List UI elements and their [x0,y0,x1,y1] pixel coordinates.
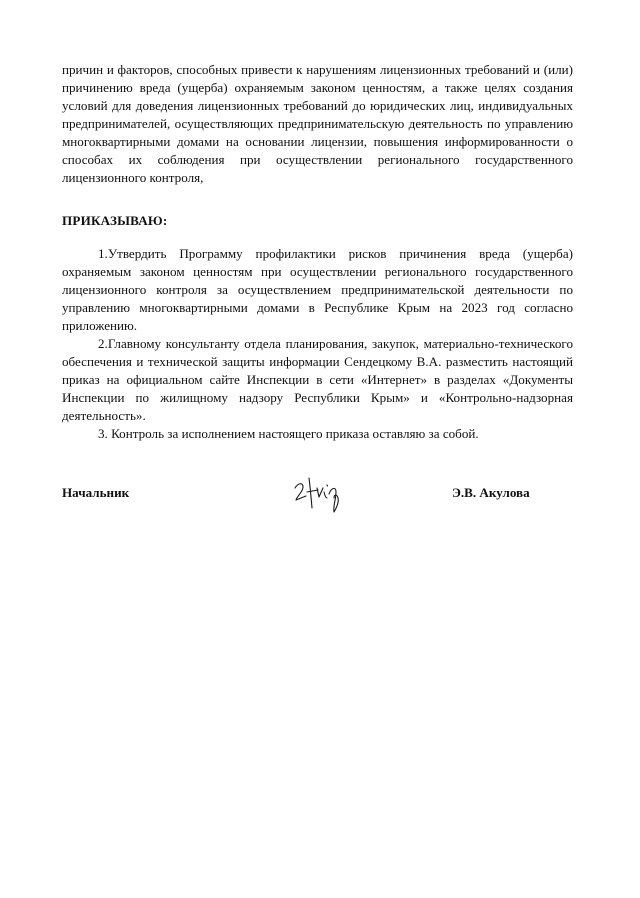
signer-name: Э.В. Акулова [452,485,530,500]
order-heading: ПРИКАЗЫВАЮ: [62,213,168,228]
order-item-2: 2.Главному консультанту отдела планирования, закупок, материально-технического обеспечения и технической защиты информации Сендецкому В.А. разместить настоящий приказ на официальном сайте Инспекции в сети «Интернет» в разделах «Документы Инспекции по жилищному надзору Республики Крым» и «Контрольно-надзорная деятельность». [62,336,573,423]
order-item-3: 3. Контроль за исполнением настоящего приказа оставляю за собой. [98,426,479,441]
order-item-1: 1.Утвердить Программу профилактики рисков причинения вреда (ущерба) охраняемым законом ценностям при осуществлении регионального государственного лицензионного контроля за осуществлением предпринимательской деятельности по управлению многоквартирными домами в Республике Крым на 2023 год согласно приложению. [62,246,573,333]
order-items [62,245,573,443]
intro-section [62,61,573,187]
signer-title: Начальник [62,485,130,500]
signature-icon [291,474,347,514]
intro-paragraph: причин и факторов, способных привести к нарушениям лицензионных требований и (или) причинению вреда (ущерба) охраняемым законом ценностям, а также целях создания условий для доведения лицензионных требований до юридических лиц, индивидуальных предпринимателей, осуществляющих предпринимательскую деятельность по управлению многоквартирными домами на основании лицензии, повышения информированности о способах их соблюдения при осуществлении регионального государственного лицензионного контроля, [62,62,573,185]
